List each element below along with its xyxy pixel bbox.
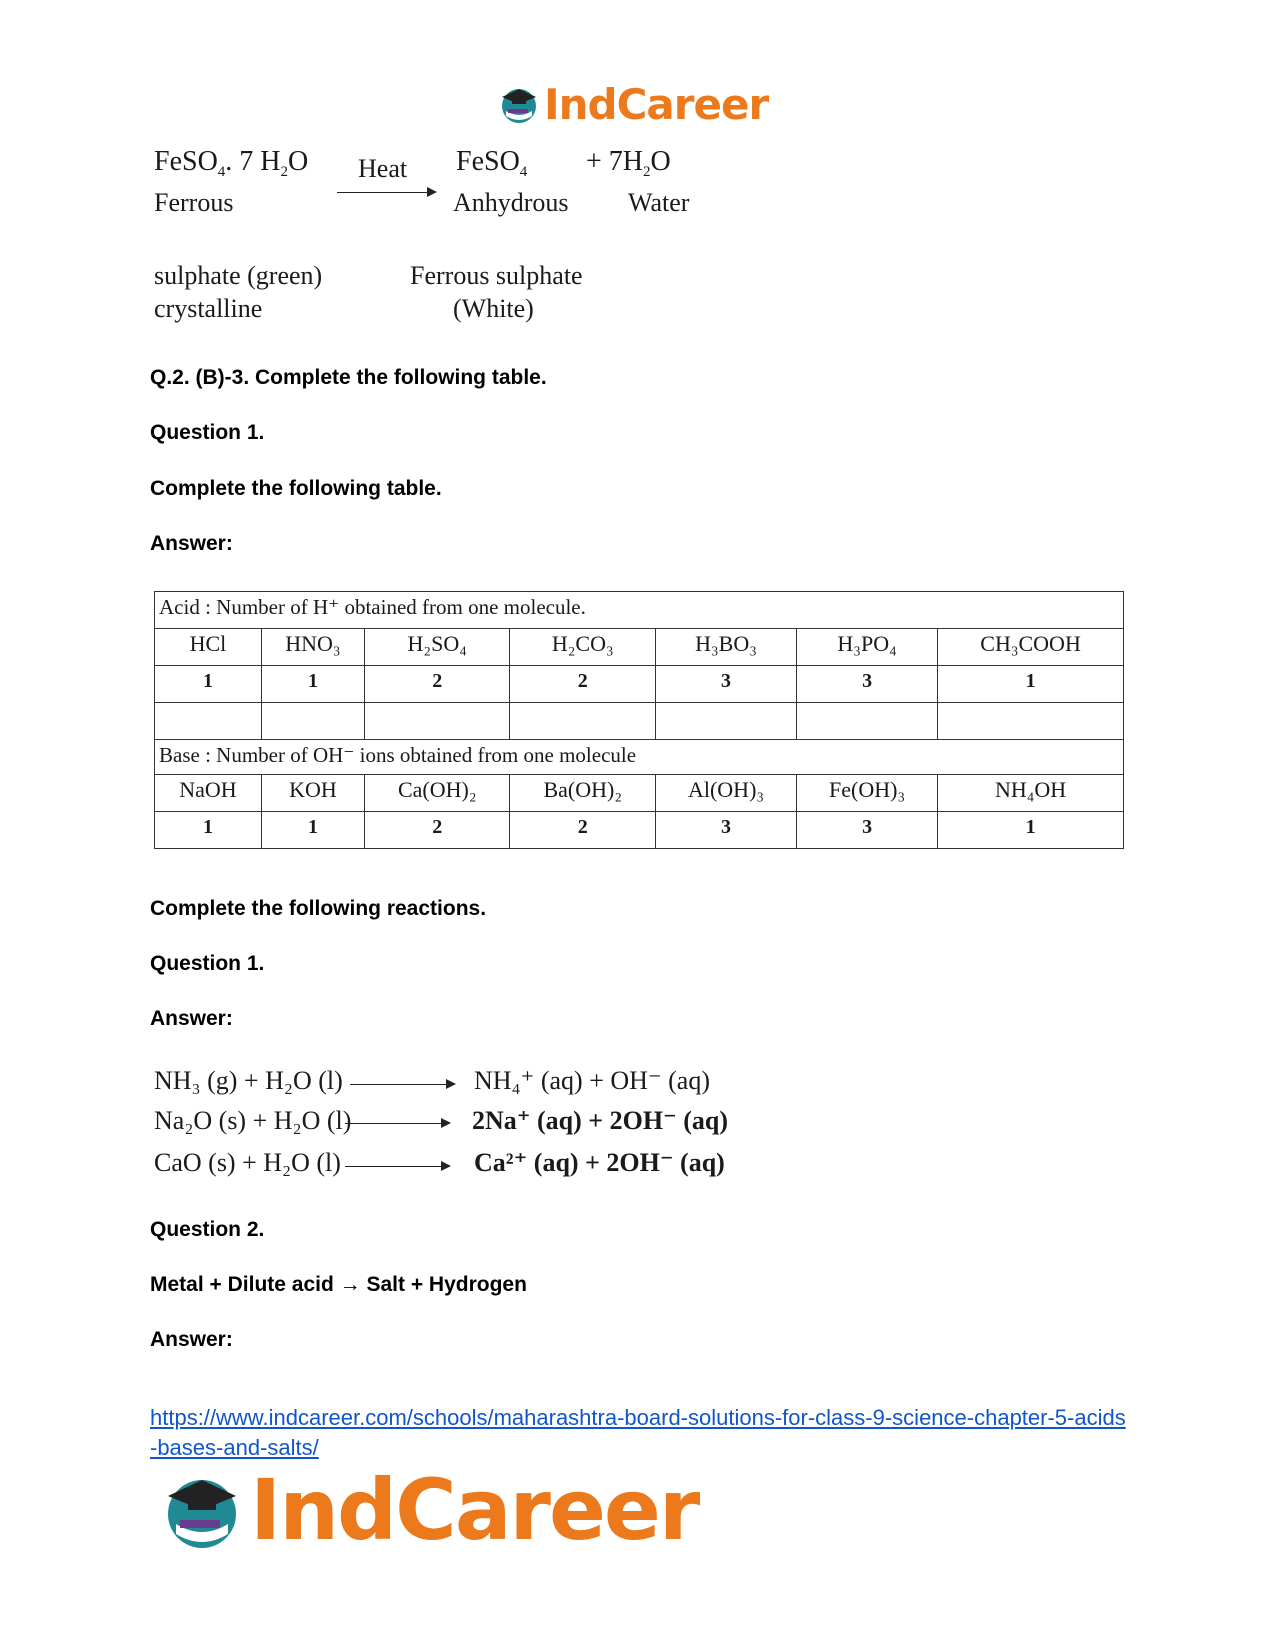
- graduation-cap-globe-icon: [160, 1468, 244, 1552]
- product-name-3: (White): [453, 294, 534, 323]
- acid-value: 1: [938, 666, 1124, 703]
- acid-formula: H₂CO₃: [510, 629, 656, 666]
- base-value-row: [155, 812, 1124, 849]
- base-formula: Ba(OH)₂: [510, 775, 656, 812]
- reaction-2-rhs: 2Na⁺ (aq) + 2OH⁻ (aq): [472, 1106, 729, 1135]
- reaction-arrow: [337, 192, 435, 193]
- heading-answer-2: Answer:: [150, 1007, 233, 1030]
- base-formula: Ca(OH)₂: [364, 775, 510, 812]
- reaction-3-lhs: CaO (s) + H₂O (l): [154, 1148, 341, 1177]
- acid-value: 3: [797, 666, 938, 703]
- empty-cell: [656, 703, 797, 740]
- heading-q2b3: Q.2. (B)-3. Complete the following table.: [150, 366, 547, 389]
- empty-row: [155, 703, 1124, 740]
- acid-formula: HNO₃: [261, 629, 364, 666]
- acid-formula: H₂SO₄: [364, 629, 510, 666]
- reaction-1-arrow: [350, 1084, 454, 1085]
- reaction-3-rhs: Ca²⁺ (aq) + 2OH⁻ (aq): [474, 1148, 725, 1177]
- empty-cell: [364, 703, 510, 740]
- acid-value: 2: [364, 666, 510, 703]
- reactant-name-3: crystalline: [154, 294, 263, 323]
- empty-cell: [797, 703, 938, 740]
- heading-metal-acid: Metal + Dilute acid → Salt + Hydrogen: [150, 1273, 527, 1296]
- indcareer-logo-top: [498, 78, 768, 130]
- heading-question-2: Question 2.: [150, 1218, 265, 1241]
- base-value: 3: [797, 812, 938, 849]
- base-formula-row: [155, 775, 1124, 812]
- heading-question-1: Question 1.: [150, 421, 265, 444]
- base-formula: Al(OH)₃: [656, 775, 797, 812]
- product-name-2: Ferrous sulphate: [410, 261, 583, 290]
- water-formula: + $7H_2O$: [586, 146, 671, 180]
- empty-cell: [155, 703, 262, 740]
- reactant-formula: FeSO$_4$. 7 $H_2O$: [154, 146, 309, 180]
- acid-value: 1: [261, 666, 364, 703]
- base-value: 2: [364, 812, 510, 849]
- graduation-cap-globe-icon: [498, 83, 540, 125]
- base-value: 1: [938, 812, 1124, 849]
- base-formula: Fe(OH)₃: [797, 775, 938, 812]
- heading-complete-reactions: Complete the following reactions.: [150, 897, 487, 920]
- base-title: Base : Number of OH⁻ ions obtained from one molecule: [155, 740, 1124, 775]
- product-formula: FeSO$_4$: [456, 146, 528, 180]
- acid-value: 3: [656, 666, 797, 703]
- heading-question-1b: Question 1.: [150, 952, 265, 975]
- reaction-1-lhs: NH₃ (g) + H₂O (l): [154, 1066, 343, 1095]
- heat-condition: Heat: [358, 154, 408, 183]
- water-name: Water: [628, 188, 690, 217]
- acid-formula: H₃PO₄: [797, 629, 938, 666]
- acid-formula: HCl: [155, 629, 262, 666]
- heading-answer-3: Answer:: [150, 1328, 233, 1351]
- base-value: 2: [510, 812, 656, 849]
- source-link[interactable]: https://www.indcareer.com/schools/maharashtra-board-solutions-for-class-9-science-chapter-5-acids-bases-and-salts/: [150, 1405, 1126, 1460]
- acid-base-table: [154, 591, 1124, 849]
- reaction-2-arrow: [345, 1123, 449, 1124]
- acid-formula-row: [155, 629, 1124, 666]
- base-value: 1: [261, 812, 364, 849]
- base-formula: KOH: [261, 775, 364, 812]
- reaction-1-rhs: NH₄⁺ (aq) + OH⁻ (aq): [474, 1066, 710, 1095]
- indcareer-logo-bottom: [160, 1461, 699, 1559]
- empty-cell: [938, 703, 1124, 740]
- acid-value: 2: [510, 666, 656, 703]
- acid-formula: CH₃COOH: [938, 629, 1124, 666]
- base-formula: NaOH: [155, 775, 262, 812]
- heading-answer-1: Answer:: [150, 532, 233, 555]
- acid-formula: H₃BO₃: [656, 629, 797, 666]
- base-value: 1: [155, 812, 262, 849]
- plus-sign: +: [586, 146, 602, 177]
- logo-text: IndCareer: [250, 1461, 699, 1559]
- base-value: 3: [656, 812, 797, 849]
- logo-text: IndCareer: [544, 79, 769, 129]
- acid-value: 1: [155, 666, 262, 703]
- base-formula: NH₄OH: [938, 775, 1124, 812]
- acid-title: Acid : Number of H⁺ obtained from one molecule.: [155, 592, 1124, 629]
- product-name-1: Anhydrous: [453, 188, 569, 217]
- reactant-name-2: sulphate (green): [154, 261, 323, 290]
- acid-value-row: [155, 666, 1124, 703]
- reaction-3-arrow: [345, 1166, 449, 1167]
- reaction-2-lhs: Na₂O (s) + H₂O (l): [154, 1106, 352, 1135]
- heading-complete-table: Complete the following table.: [150, 477, 442, 500]
- reactant-name-1: Ferrous: [154, 188, 234, 217]
- empty-cell: [510, 703, 656, 740]
- empty-cell: [261, 703, 364, 740]
